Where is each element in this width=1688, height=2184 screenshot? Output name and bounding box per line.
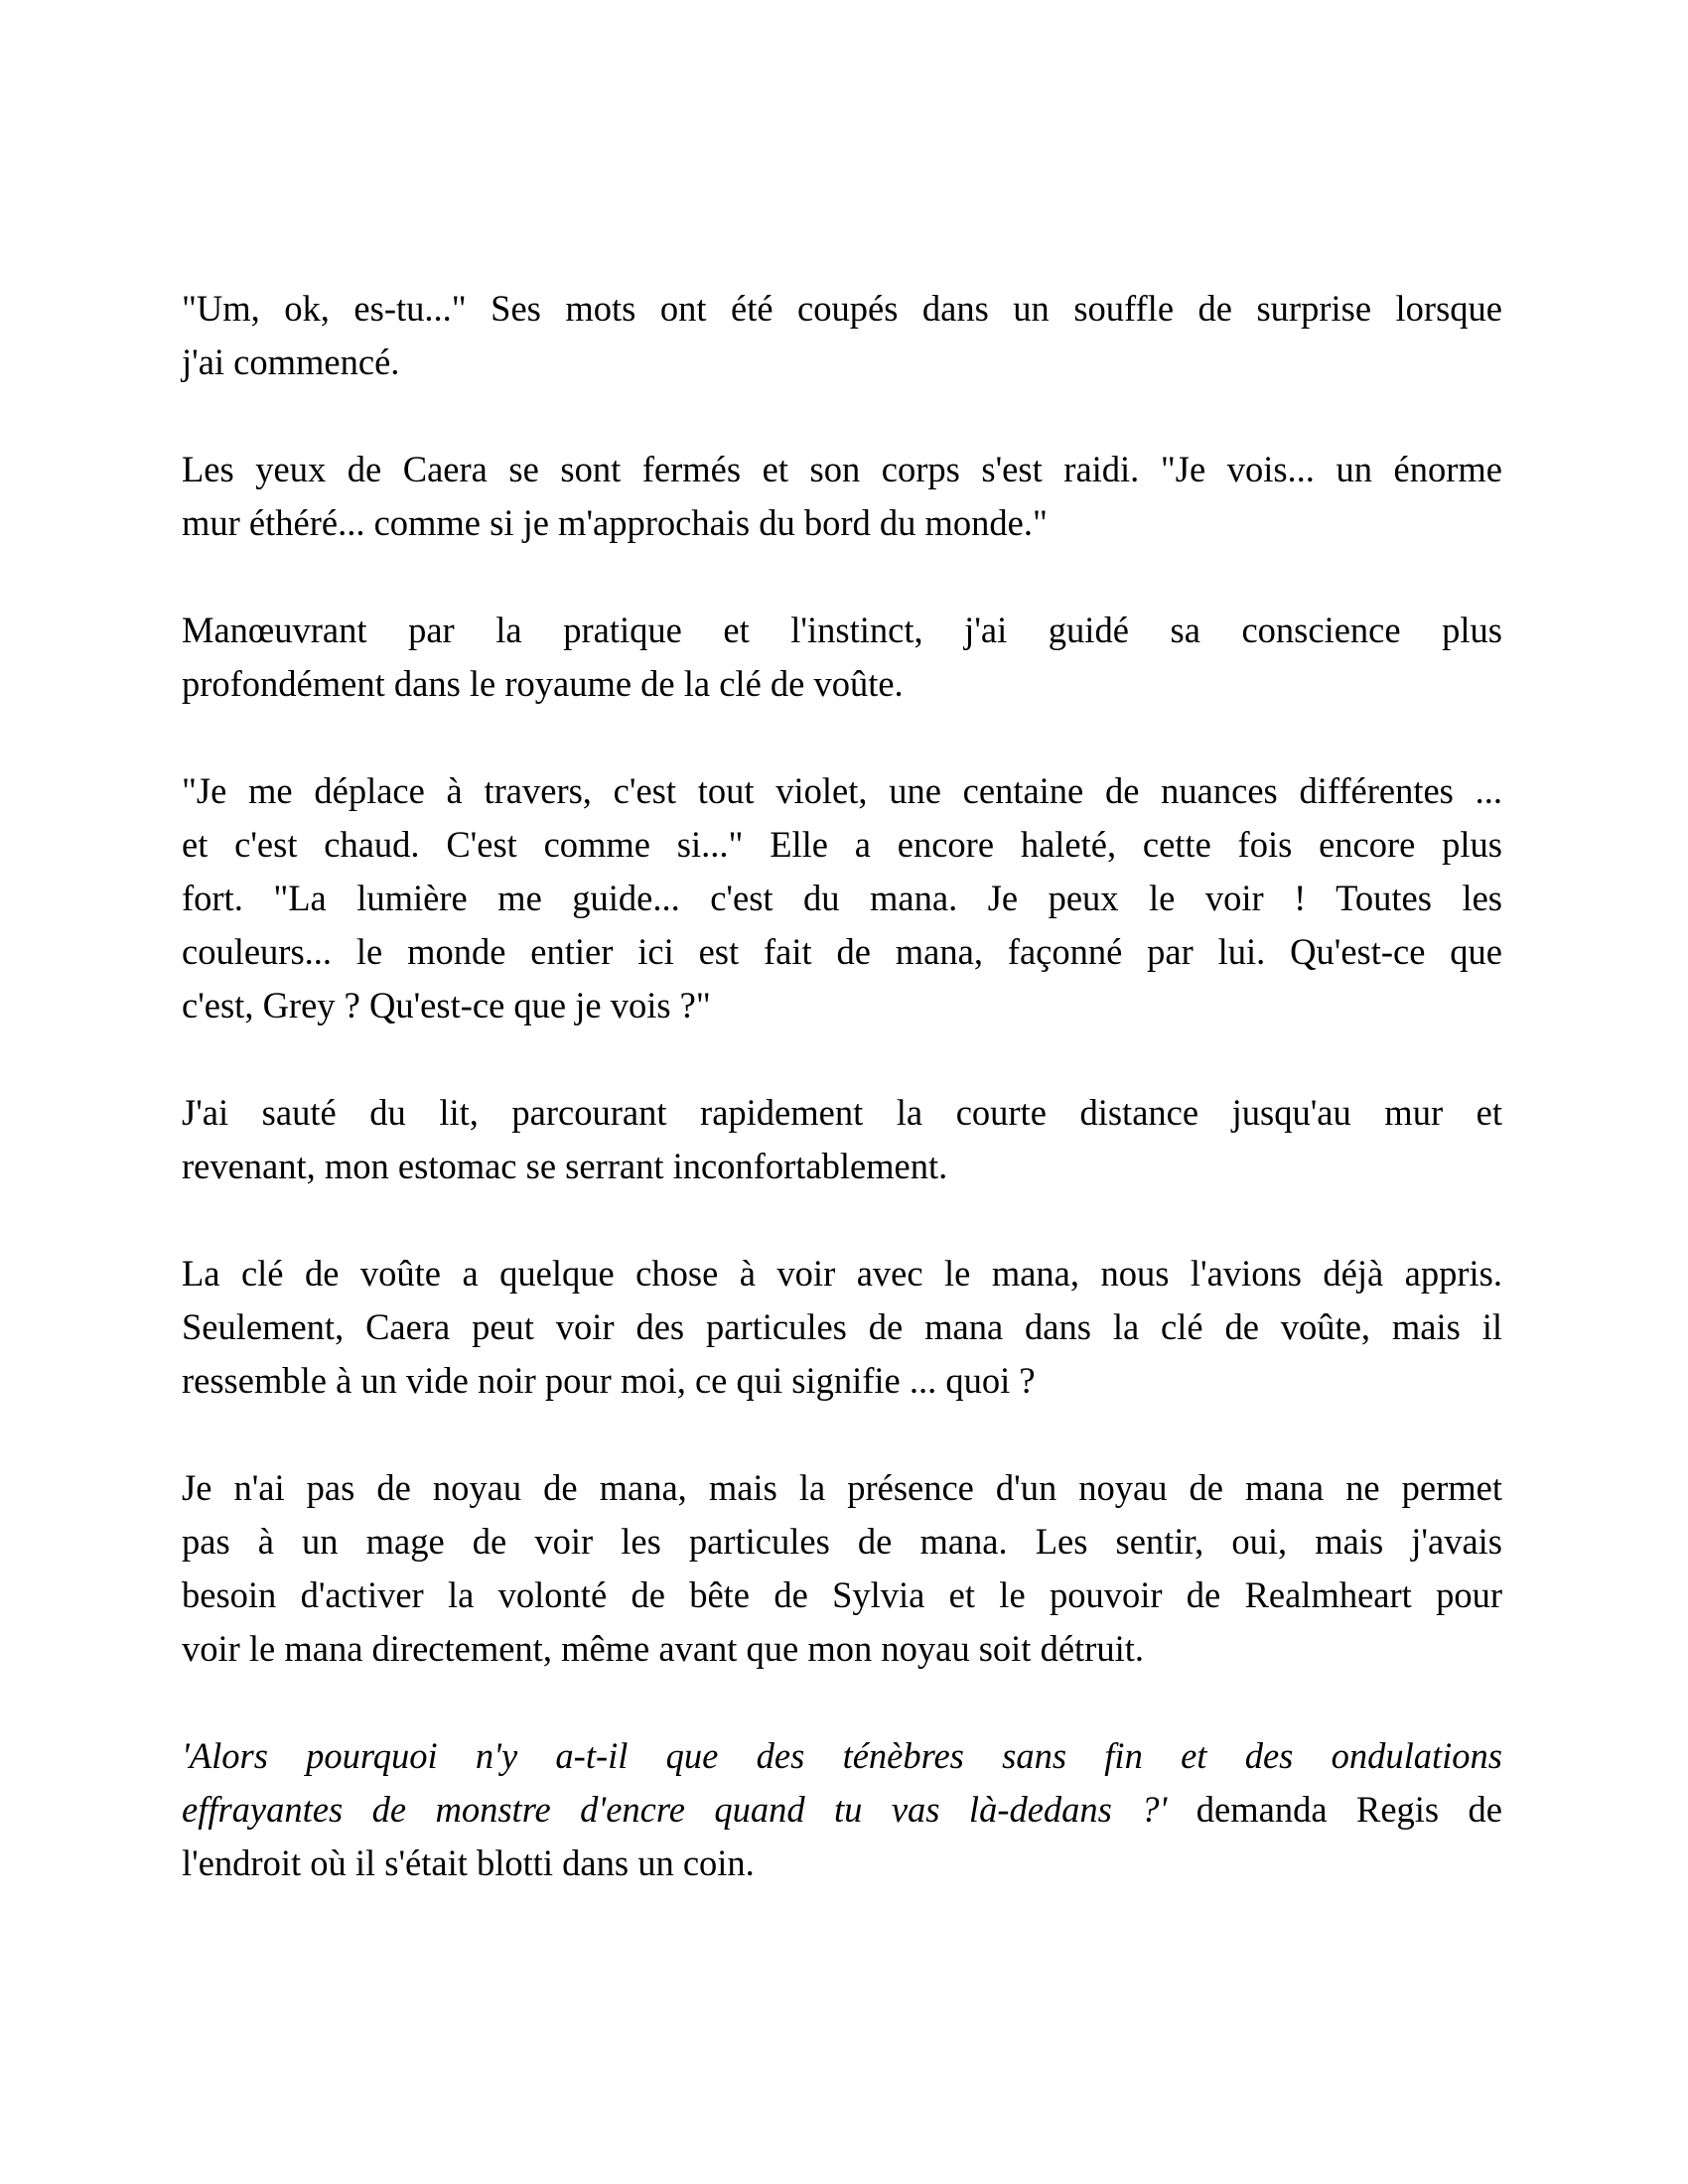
text-line: Seulement, Caera peut voir des particules de mana dans la clé de voûte, mais il xyxy=(182,1306,1502,1347)
italic-thought-text: effrayantes de monstre d'encre quand tu vas là-dedans ?' xyxy=(182,1789,1168,1830)
text-line: et c'est chaud. C'est comme si..." Elle a encore haleté, cette fois encore plus xyxy=(182,824,1502,865)
text-line: mur éthéré... comme si je m'approchais du bord du monde." xyxy=(182,502,1048,543)
text-line: "Je me déplace à travers, c'est tout violet, une centaine de nuances différentes ... xyxy=(182,770,1502,811)
paragraph-5 xyxy=(182,1086,1502,1193)
text-line: profondément dans le royaume de la clé de voûte. xyxy=(182,663,904,704)
paragraph-4 xyxy=(182,764,1502,1032)
text-line: La clé de voûte a quelque chose à voir avec le mana, nous l'avions déjà appris. xyxy=(182,1253,1502,1294)
text-line: j'ai commencé. xyxy=(182,341,400,382)
paragraph-8 xyxy=(182,1729,1502,1890)
text-line: ressemble à un vide noir pour moi, ce qui signifie ... quoi ? xyxy=(182,1360,1036,1401)
text-line: J'ai sauté du lit, parcourant rapidement la courte distance jusqu'au mur et xyxy=(182,1092,1502,1133)
italic-thought-line: 'Alors pourquoi n'y a-t-il que des ténèbres sans fin et des ondulations xyxy=(182,1735,1502,1776)
paragraph-2 xyxy=(182,443,1502,550)
text-line: c'est, Grey ? Qu'est-ce que je vois ?" xyxy=(182,985,711,1025)
text-line: Je n'ai pas de noyau de mana, mais la présence d'un noyau de mana ne permet xyxy=(182,1467,1502,1508)
text-line: "Um, ok, es-tu..." Ses mots ont été coupés dans un souffle de surprise lorsque xyxy=(182,288,1502,329)
text-line: Manœuvrant par la pratique et l'instinct, j'ai guidé sa conscience plus xyxy=(182,610,1502,650)
paragraph-6 xyxy=(182,1247,1502,1408)
text-line: revenant, mon estomac se serrant inconfortablement. xyxy=(182,1146,948,1186)
document-page xyxy=(182,282,1502,1944)
text-line: fort. "La lumière me guide... c'est du mana. Je peux le voir ! Toutes les xyxy=(182,878,1502,918)
text-line: couleurs... le monde entier ici est fait de mana, façonné par lui. Qu'est-ce que xyxy=(182,931,1502,972)
text-line: Les yeux de Caera se sont fermés et son corps s'est raidi. "Je vois... un énorme xyxy=(182,449,1502,489)
text-line: l'endroit où il s'était blotti dans un coin. xyxy=(182,1843,755,1883)
dialogue-tag-text: demanda Regis de xyxy=(1167,1789,1502,1830)
paragraph-7 xyxy=(182,1461,1502,1676)
paragraph-1 xyxy=(182,282,1502,389)
text-line: voir le mana directement, même avant que mon noyau soit détruit. xyxy=(182,1628,1144,1669)
paragraph-3 xyxy=(182,604,1502,711)
text-line: pas à un mage de voir les particules de mana. Les sentir, oui, mais j'avais xyxy=(182,1521,1502,1562)
text-line: besoin d'activer la volonté de bête de Sylvia et le pouvoir de Realmheart pour xyxy=(182,1574,1502,1615)
mixed-line xyxy=(182,1783,1502,1837)
